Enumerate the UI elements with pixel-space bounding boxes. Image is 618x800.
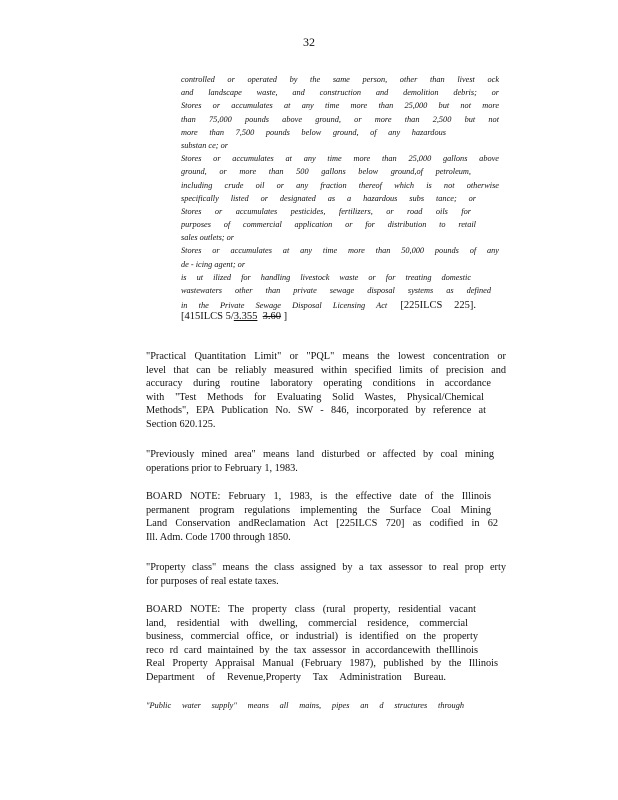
paragraph-line: level that can be reliably measured within specified limits of precision and bbox=[146, 364, 506, 376]
paragraph-line: "Practical Quantitation Limit" or "PQL" means the lowest concentration or bbox=[146, 351, 506, 362]
list-line: ground, or more than 500 gallons below ground,of petroleum, bbox=[181, 167, 471, 177]
paragraph-line: for purposes of real estate taxes. bbox=[146, 575, 279, 587]
act-name: in the Private Sewage Disposal Licensing Act bbox=[181, 301, 388, 311]
act-citation: [225ILCS 225]. bbox=[400, 300, 476, 311]
paragraph-line: BOARD NOTE: The property class (rural property, residential vacant bbox=[146, 604, 476, 615]
paragraph-line: "Property class" means the class assigned by a tax assessor to real prop erty bbox=[146, 562, 506, 573]
board-note-2 bbox=[146, 603, 506, 684]
list-line: including crude oil or any fraction thereof which is not otherwise bbox=[181, 180, 499, 190]
paragraph-line: Methods", EPA Publication No. SW - 846, incorporated by reference at bbox=[146, 405, 486, 416]
property-class-definition bbox=[146, 561, 506, 588]
list-line: substan ce; or bbox=[181, 140, 229, 150]
paragraph-line: business, commercial office, or industrial) is identified on the property bbox=[146, 631, 478, 642]
paragraph-line: Section 620.125. bbox=[146, 418, 216, 430]
paragraph-line: land, residential with dwelling, commercial residence, commercial bbox=[146, 617, 468, 629]
paragraph-line: reco rd card maintained by the tax assessor in accordancewith theIllinois bbox=[146, 644, 478, 656]
list-line: Stores or accumulates pesticides, fertilizers, or road oils for bbox=[181, 206, 471, 216]
list-line: specifically listed or designated as a hazardous subs tance; or bbox=[181, 193, 476, 203]
inserted-text: 3.355 bbox=[233, 311, 258, 323]
paragraph-line: Real Property Appraisal Manual (February 1987), published by the Illinois bbox=[146, 658, 498, 669]
list-line: de - icing agent; or bbox=[181, 259, 246, 269]
public-water-supply-definition bbox=[146, 699, 464, 712]
pql-definition bbox=[146, 350, 506, 431]
list-line: is ut ilized for handling livestock waste or for treating domestic bbox=[181, 272, 471, 282]
paragraph-line: Department of Revenue,Property Tax Administration Bureau. bbox=[146, 671, 446, 683]
paragraph-line: "Previously mined area" means land disturbed or affected by coal mining bbox=[146, 449, 494, 460]
indented-list bbox=[181, 73, 499, 324]
paragraph-line: operations prior to February 1, 1983. bbox=[146, 462, 298, 474]
list-line: controlled or operated by the same person, other than livest ock bbox=[181, 75, 499, 84]
paragraph-line: "Public water supply" means all mains, pipes an d structures through bbox=[146, 701, 464, 710]
list-line: sales outlets; or bbox=[181, 233, 235, 243]
list-line: than 75,000 pounds above ground, or more than 2,500 but not bbox=[181, 114, 499, 124]
list-line: and landscape waste, and construction and demolition debris; or bbox=[181, 88, 499, 98]
page-number: 32 bbox=[303, 35, 315, 49]
list-line: more than 7,500 pounds below ground, of any hazardous bbox=[181, 127, 446, 137]
list-line: Stores or accumulates at any time more than 50,000 pounds of any bbox=[181, 246, 499, 256]
list-line-last bbox=[181, 297, 476, 310]
previously-mined-definition bbox=[146, 448, 506, 475]
paragraph-line: Land Conservation andReclamation Act [225ILCS 720] as codified in 62 bbox=[146, 518, 498, 529]
list-line: purposes of commercial application or for distribution to retail bbox=[181, 220, 476, 230]
paragraph-line: permanent program regulations implementing the Surface Coal Mining bbox=[146, 504, 491, 516]
list-line: Stores or accumulates at any time more than 25,000 gallons above bbox=[181, 154, 499, 164]
paragraph-line: accuracy during routine laboratory operating conditions in accordance bbox=[146, 378, 491, 389]
paragraph-line: with "Test Methods for Evaluating Solid Wastes, Physical/Chemical bbox=[146, 391, 484, 403]
paragraph-line: Ill. Adm. Code 1700 through 1850. bbox=[146, 531, 291, 543]
paragraph-line: BOARD NOTE: February 1, 1983, is the effective date of the Illinois bbox=[146, 491, 491, 502]
citation-suffix: ] bbox=[283, 311, 288, 323]
deleted-text: 3.60 bbox=[262, 311, 282, 323]
list-line: wastewaters other than private sewage disposal systems as defined bbox=[181, 286, 491, 295]
board-note-1 bbox=[146, 490, 506, 544]
statute-citation bbox=[181, 310, 499, 323]
list-line: Stores or accumulates at any time more than 25,000 but not more bbox=[181, 101, 499, 111]
citation-prefix: [415ILCS 5/ bbox=[181, 311, 234, 323]
